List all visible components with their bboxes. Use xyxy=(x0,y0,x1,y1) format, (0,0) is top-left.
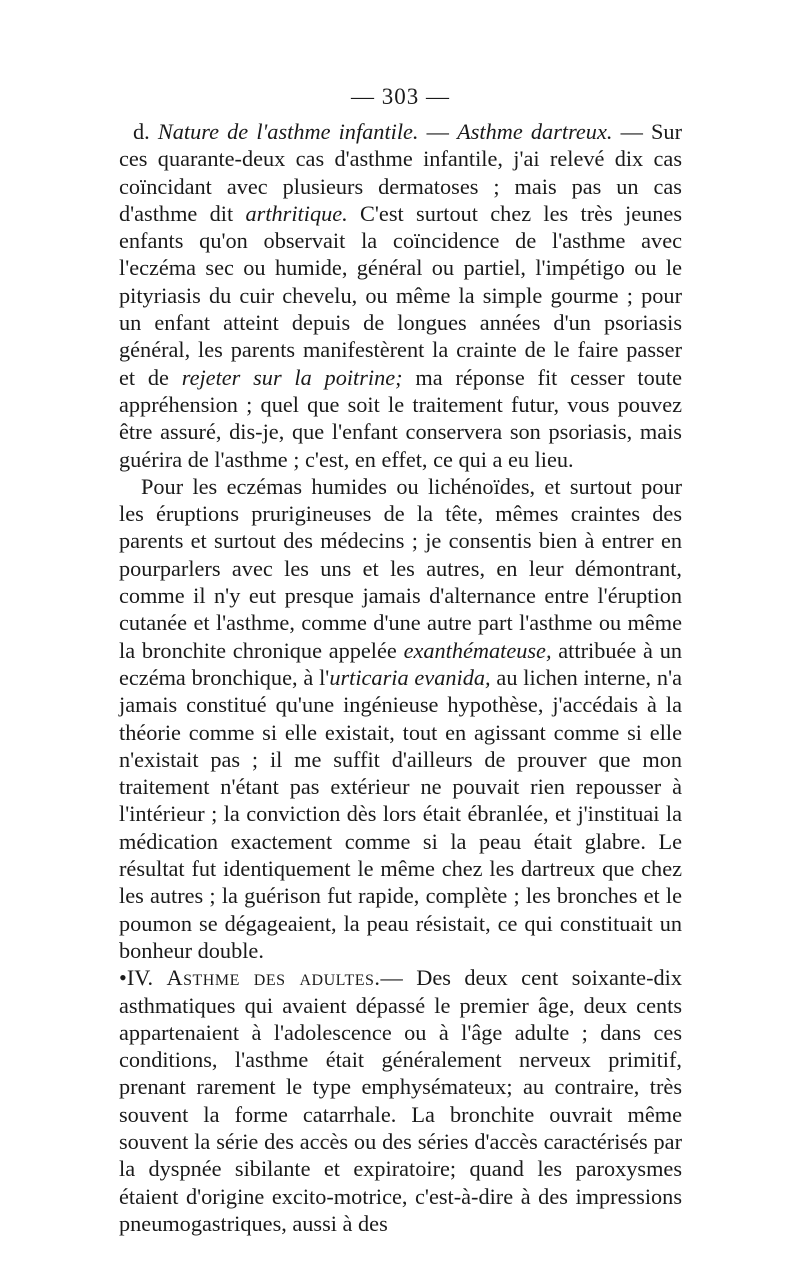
body-text: — Des deux cent soixante-dix asthmatiques qui avaient dépassé le premier âge, deux cents appartenaient à l'adolescence ou à l'âge adulte ; dans ces conditions, l'asthme était généralement nerveux primitif, prenant rarement le type emphysémateux; au contraire, très souvent la forme catarrhale. La bronchite ouvrait même souvent la série des accès ou des séries d'accès caractérisés par la dyspnée sibilante et expiratoire; quand les paroxysmes étaient d'origine excito-motrice, c'est-à-dire à des impressions pneumogastriques, aussi à des xyxy=(119,965,682,1236)
section-label-iv: IV. xyxy=(126,965,154,991)
section-heading-d: Nature de l'asthme infantile. xyxy=(157,119,419,144)
italic-term: rejeter sur la poitrine; xyxy=(181,364,403,390)
section-heading-iv: Asthme des adultes. xyxy=(166,965,381,991)
italic-term: urticaria evanida, xyxy=(329,664,491,690)
paragraph-asthme-infantile xyxy=(119,118,682,473)
section-subheading-d: Asthme dartreux. xyxy=(457,119,613,144)
italic-term: exanthémateuse, xyxy=(403,637,552,663)
section-label-d: d. xyxy=(133,119,150,144)
paragraph-asthme-adultes: •IV. Asthme des adultes.— Des deux cent soixante-dix asthmatiques qui avaient dépassé le premier âge, deux cents appartenaient à l'adolescence ou à l'âge adulte ; dans ces conditions, l'asthme était généralement nerveux primitif, prenant rarement le type emphysémateux; au contraire, très souvent la forme catarrhale. La bronchite ouvrait même souvent la série des accès ou des séries d'accès caractérisés par la dyspnée sibilante et expiratoire; quand les paroxysmes étaient d'origine excito-motrice, c'est-à-dire à des impressions pneumogastriques, aussi à des xyxy=(119,965,682,1236)
heading-dash: — xyxy=(418,119,458,144)
body-text: au lichen interne, n'a jamais constitué qu'une ingénieuse hypothèse, j'accédais à la théorie comme si elle existait, tout en agissant comme si elle n'existait pas ; il me suffit d'ailleurs de prouver que mon traitement n'étant pas extérieur ne pouvait rien repousser à l'intérieur ; la conviction dès lors était ébranlée, et j'instituai la médication exactement comme si la peau était glabre. Le résultat fut identiquement le même chez les dartreux que chez les autres ; la guérison fut rapide, complète ; les bronches et le poumon se dégageaient, la peau résistait, ce qui constituait un bonheur double. xyxy=(119,664,682,963)
italic-term: arthritique. xyxy=(245,200,348,226)
body-text: attribuée à un eczéma bronchique, à l' xyxy=(119,637,682,690)
body-text: — Sur ces quarante-deux cas d'asthme infantile, j'ai relevé dix cas coïncidant avec plusieurs dermatoses ; mais pas un cas d'asthme dit xyxy=(119,119,683,226)
paragraph-eczemas xyxy=(119,473,682,964)
body-text: C'est surtout chez les très jeunes enfants qu'on observait la coïncidence de l'asthme avec l'eczéma sec ou humide, général ou partiel, l'impétigo ou le pityriasis du cuir chevelu, ou même la simple gourme ; pour un enfant atteint depuis de longues années d'un psoriasis général, les parents manifestèrent la crainte de le faire passer et de xyxy=(119,200,682,390)
body-text: Pour les eczémas humides ou lichénoïdes, et surtout pour les éruptions prurigineuses de la tête, mêmes craintes des parents et surtout des médecins ; je consentis bien à entrer en pourparlers avec les uns et les autres, en leur démontrant, comme il n'y eut presque jamais d'alternance entre l'éruption cutanée et l'asthme, comme d'une autre part l'asthme ou même la bronchite chronique appelée xyxy=(119,473,682,663)
body-text: ma réponse fit cesser toute appréhension ; quel que soit le traitement futur, vous pouvez être assuré, dis-je, que l'enfant conservera son psoriasis, mais guérira de l'asthme ; c'est, en effet, ce qui a eu lieu. xyxy=(119,364,682,472)
page-number: — 303 — xyxy=(351,84,450,109)
